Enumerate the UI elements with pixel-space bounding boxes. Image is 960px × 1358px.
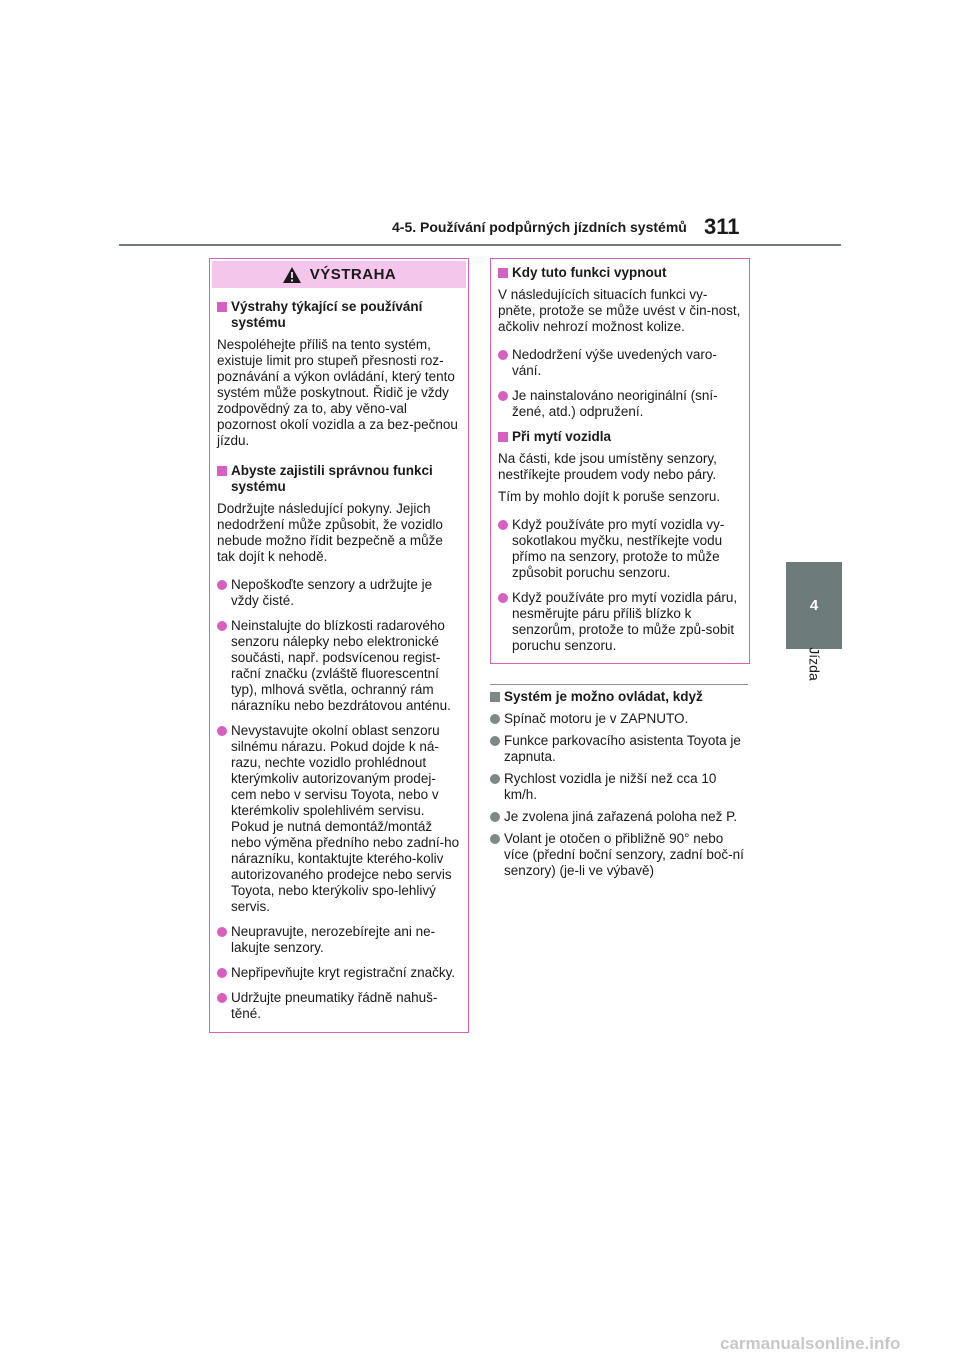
list-item: Když používáte pro mytí vozidla vy-sokotlakou myčku, nestříkejte vodu přímo na senzory, protože to může způsobit poruchu senzoru. — [498, 517, 742, 581]
warning-header — [212, 261, 466, 288]
list-item: Udržujte pneumatiky řádně nahuš-těné. — [217, 990, 461, 1022]
list-item: Nevystavujte okolní oblast senzoru silnému nárazu. Pokud dojde k ná-razu, nechte vozidlo prohlédnout kterýmkoliv autorizovaným prodej-cem nebo v servisu Toyota, nebo v kterémkoliv spolehlivém servisu. Pokud je nutná demontáž/montáž nebo výměna předního nebo zadní-ho nárazníku, kontaktujte kterého-koliv autorizovaného prodejce nebo servis Toyota, nebo kterýkoliv spo-lehlivý servis. — [217, 723, 461, 915]
notes-paragraph: V následujících situacích funkci vy-pněte, protože se může uvést v čin-nost, ačkoliv nehrozí možnost kolize. — [498, 287, 741, 334]
operation-section — [490, 684, 748, 885]
list-item: Nepřipevňujte kryt registrační značky. — [217, 965, 461, 981]
list-item: Spínač motoru je v ZAPNUTO. — [490, 711, 748, 727]
warning-triangle-icon — [282, 266, 302, 284]
notes-box — [490, 258, 750, 664]
notes-paragraph: Na části, kde jsou umístěny senzory, nestříkejte proudem vody nebo páry. — [498, 451, 717, 482]
notes-content — [491, 259, 749, 654]
page-number: 311 — [704, 214, 740, 239]
warning-heading-function: Abyste zajistili správnou funkci systému — [217, 463, 461, 495]
header-rule — [119, 244, 841, 246]
notes-paragraph: Tím by mohlo dojít k poruše senzoru. — [498, 489, 721, 504]
notes-heading-washing: Při mytí vozidla — [498, 429, 742, 445]
list-item: Nepoškoďte senzory a udržujte je vždy čisté. — [217, 577, 461, 609]
list-item: Nedodržení výše uvedených varo-vání. — [498, 347, 742, 379]
warning-content — [210, 290, 468, 1022]
warning-title: VÝSTRAHA — [309, 266, 397, 283]
notes-heading-disable: Kdy tuto funkci vypnout — [498, 265, 742, 281]
watermark: carmanualsonline.info — [720, 1334, 901, 1353]
list-item: Když používáte pro mytí vozidla páru, nesměrujte páru příliš blízko k senzorům, protože to může způ-sobit poruchu senzoru. — [498, 590, 742, 654]
list-item: Neinstalujte do blízkosti radarového senzoru nálepky nebo elektronické součásti, např. podsvícenou regist-rační značku (zvláště fluorescentní typ), mlhová světla, ochranný rám nárazníku nebo bezdrátovou anténu. — [217, 618, 461, 714]
list-item: Funkce parkovacího asistenta Toyota je zapnuta. — [490, 733, 748, 765]
list-item: Je nainstalováno neoriginální (sní-žené, atd.) odpružení. — [498, 388, 742, 420]
warning-paragraph: Nespoléhejte příliš na tento systém, existuje limit pro stupeň přesnosti roz-poznávání a výkon ovládání, který tento systém může poskytnout. Řidič je vždy zodpovědný za to, aby věno-val pozornost okolí vozidla a za bez-pečnou jízdu. — [217, 337, 458, 448]
list-item: Rychlost vozidla je nižší než cca 10 km/h. — [490, 771, 748, 803]
list-item: Neupravujte, nerozebírejte ani ne-lakujte senzory. — [217, 924, 461, 956]
warning-box — [209, 258, 469, 1033]
section-rule — [490, 684, 748, 685]
warning-heading-usage: Výstrahy týkající se používání systému — [217, 299, 461, 331]
chapter-label: Jízda — [807, 647, 823, 681]
chapter-number: 4 — [809, 597, 819, 614]
list-item: Volant je otočen o přibližně 90° nebo více (přední boční senzory, zadní boč-ní senzory) (je-li ve výbavě) — [490, 831, 748, 879]
section-title: 4-5. Používání podpůrných jízdních systémů — [392, 219, 687, 235]
operation-heading: Systém je možno ovládat, když — [490, 689, 748, 705]
chapter-label-wrap — [800, 634, 830, 694]
list-item: Je zvolena jiná zařazená poloha než P. — [490, 809, 748, 825]
warning-paragraph: Dodržujte následující pokyny. Jejich nedodržení může způsobit, že vozidlo nebude možno řídit bezpečně a může tak dojít k nehodě. — [217, 501, 443, 564]
